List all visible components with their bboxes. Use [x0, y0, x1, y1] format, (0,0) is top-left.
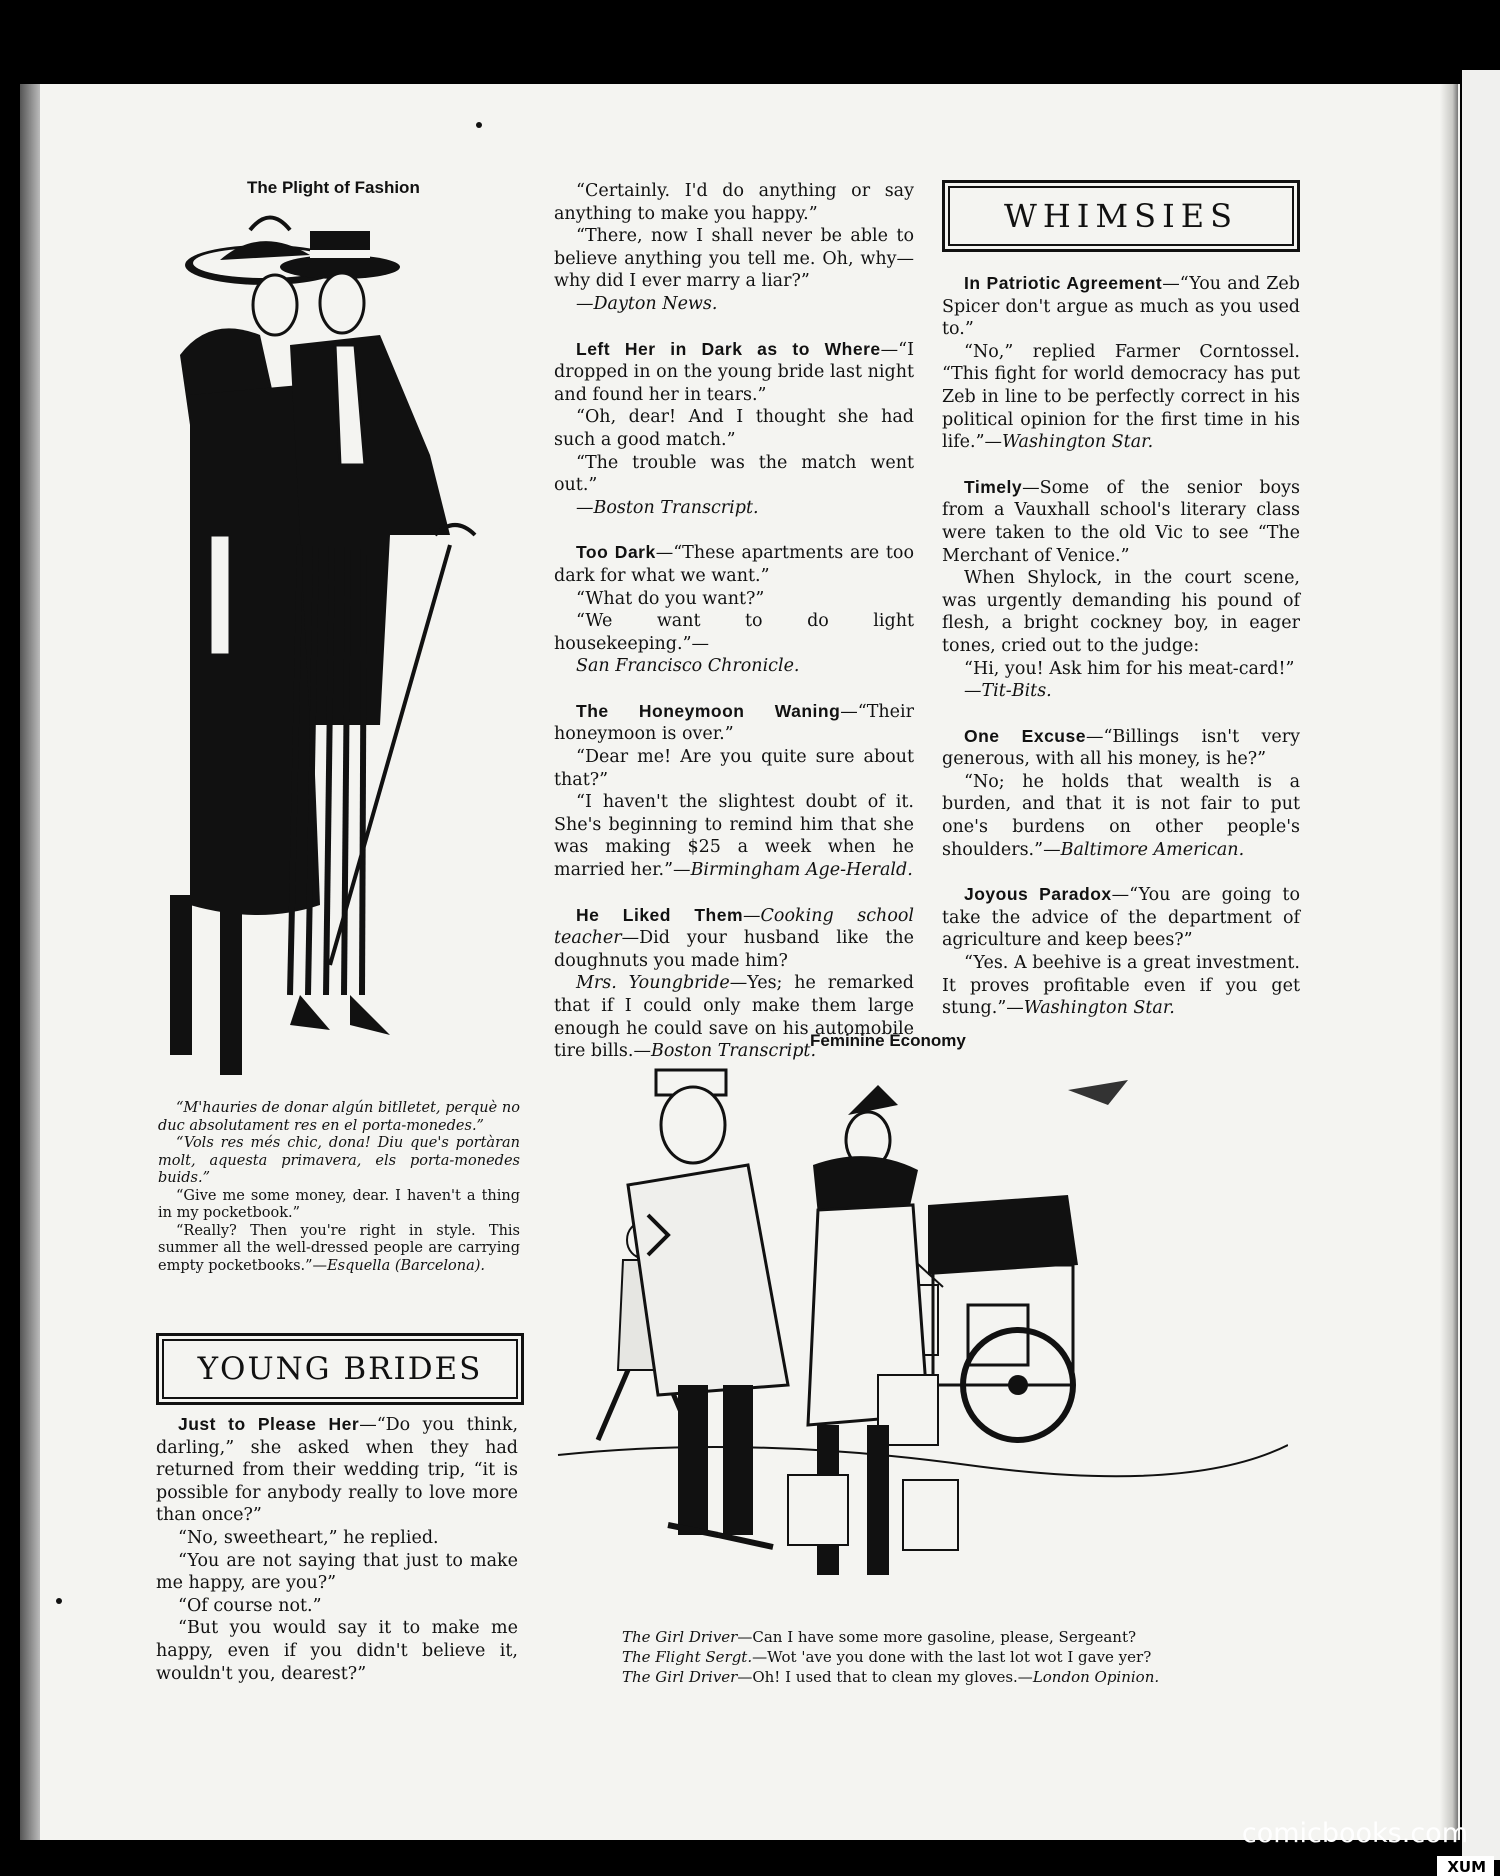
whimsy-text: “Hi, you! Ask him for his meat-card!” — [964, 658, 1295, 679]
whimsies-heading-box — [942, 180, 1300, 252]
caption-english-2: “Really? Then you're right in style. This summer all the well-dressed people are carrying empty pocketbooks.”— — [158, 1222, 520, 1274]
caption-line: —Wot 'ave you done with the last lot wot I gave yer? — [752, 1648, 1152, 1666]
middle-paragraph: “There, now I shall never be able to believe anything you tell me. Oh, why—why did I ever marry a liar?” — [554, 226, 914, 292]
whimsy-text: —Some of the senior boys from a Vauxhall school's literary class were taken to the old Vic to see “The Merchant of Venice.” — [942, 477, 1300, 566]
caption-speaker: The Flight Sergt. — [622, 1648, 753, 1666]
joke-role: Mrs. Youngbride — [576, 973, 730, 994]
corner-tag: XUM — [1437, 1856, 1494, 1876]
young-brides-column — [156, 1413, 518, 1685]
joke-text: “Dear me! Are you quite sure about that?” — [554, 747, 914, 790]
joke-source: Birmingham Age-Herald. — [690, 860, 913, 881]
joke-text: —“These apartments are too dark for what we want.” — [554, 543, 915, 586]
middle-source: —Dayton News. — [576, 293, 718, 314]
bride-paragraph: “No, sweetheart,” he replied. — [178, 1527, 439, 1548]
whimsy-title-timely: Timely — [964, 476, 1023, 497]
joke-title-liked-them: He Liked Them — [576, 904, 744, 925]
caption-catalan-2: “Vols res més chic, dona! Diu que's portàran molt, aquesta primavera, els porta-monedes buids.” — [158, 1135, 520, 1186]
joke-text: “We want to do light housekeeping.”— — [554, 611, 914, 654]
young-brides-heading-box — [156, 1333, 524, 1405]
whimsy-title-paradox: Joyous Paradox — [964, 884, 1112, 905]
site-watermark: comicbooks.com — [1241, 1818, 1468, 1849]
joke-title-honeymoon: The Honeymoon Waning — [576, 700, 841, 721]
joke-role: —Cooking school teacher — [554, 905, 914, 949]
middle-column — [554, 180, 914, 1063]
joke-title-left-her: Left Her in Dark as to Where — [576, 338, 881, 359]
joke-source: —Boston Transcript. — [576, 497, 759, 518]
joke-title-too-dark: Too Dark — [576, 542, 656, 563]
next-page-edge — [1462, 70, 1500, 1860]
whimsy-text: “Yes. A beehive is a great investment. It proves profitable even if you get stung.”— — [942, 953, 1300, 1019]
joke-text: “The trouble was the match went out.” — [554, 452, 914, 496]
middle-paragraph: “Certainly. I'd do anything or say anything to make you happy.” — [554, 181, 914, 224]
bride-paragraph: “Of course not.” — [178, 1595, 322, 1616]
whimsies-heading: WHIMSIES — [1003, 197, 1239, 235]
whimsy-title-patriotic: In Patriotic Agreement — [964, 273, 1163, 293]
plight-of-fashion-title: The Plight of Fashion — [247, 178, 420, 197]
feminine-economy-title: Feminine Economy — [810, 1031, 966, 1050]
young-brides-heading: YOUNG BRIDES — [197, 1351, 483, 1387]
whimsy-title-one-excuse: One Excuse — [964, 725, 1086, 746]
joke-source: San Francisco Chronicle. — [576, 656, 800, 677]
caption-english-1: “Give me some money, dear. I haven't a thing in my pocketbook.” — [158, 1187, 520, 1221]
caption-source: Esquella (Barcelona). — [327, 1257, 486, 1274]
bride-paragraph: —“Do you think, darling,” she asked when they had returned from their wedding trip, “it is possible for anybody really to love more than once?” — [156, 1415, 519, 1526]
feminine-economy-cartoon — [548, 1055, 1288, 1620]
whimsy-text: “No,” replied Farmer Corntossel. “This fight for world democracy has put Zeb in line to be perfectly correct in his political opinion for the first time in his life.”— — [942, 341, 1300, 453]
whimsy-source: Baltimore American. — [1060, 839, 1245, 860]
whimsy-text: —“You and Zeb Spicer don't argue as much as you used to.” — [942, 274, 1300, 340]
bride-title: Just to Please Her — [178, 1414, 360, 1434]
whimsy-text: When Shylock, in the court scene, was urgently demanding his pound of flesh, a bright cockney boy, in eager tones, cried out to the judge: — [942, 568, 1300, 656]
page-left-shadow — [20, 84, 40, 1840]
joke-source: Boston Transcript. — [650, 1041, 817, 1062]
caption-line: —Can I have some more gasoline, please, Sergeant? — [737, 1628, 1137, 1646]
joke-text: —“I dropped in on the young bride last night and found her in tears.” — [554, 339, 914, 405]
caption-source: London Opinion. — [1032, 1668, 1160, 1686]
plight-caption — [158, 1100, 520, 1275]
joke-text: —Did your husband like the doughnuts you made him? — [554, 928, 914, 971]
bride-paragraph: “But you would say it to make me happy, even if you didn't believe it, wouldn't you, dearest?” — [156, 1618, 518, 1684]
joke-text: —“Their honeymoon is over.” — [554, 701, 914, 745]
whimsy-text: —“Billings isn't very generous, with all his money, is he?” — [942, 726, 1300, 770]
whimsies-column — [942, 272, 1300, 1020]
whimsy-source: Washington Star. — [1002, 432, 1154, 453]
caption-catalan-1: “M'hauries de donar algún bitlletet, perquè no duc absolutament res en el porta-monedes.” — [158, 1100, 520, 1134]
joke-text: —Yes; he remarked that if I could only make them large enough he could save on his automobile tire bills.— — [554, 973, 914, 1062]
cartoon-caption — [622, 1627, 1159, 1687]
caption-speaker: The Girl Driver — [622, 1668, 738, 1686]
caption-speaker: The Girl Driver — [622, 1628, 738, 1646]
page-gutter — [1440, 84, 1458, 1840]
whimsy-source: —Tit-Bits. — [964, 681, 1052, 702]
joke-text: “What do you want?” — [576, 588, 765, 609]
caption-line: —Oh! I used that to clean my gloves.— — [737, 1668, 1033, 1686]
whimsy-source: Washington Star. — [1023, 998, 1175, 1019]
fashion-couple-illustration — [150, 205, 550, 1085]
print-speck — [56, 1598, 62, 1604]
whimsy-text: “No; he holds that wealth is a burden, and that it is not fair to put one's burdens on other people's shoulders.”— — [942, 771, 1300, 860]
bride-paragraph: “You are not saying that just to make me happy, are you?” — [156, 1550, 518, 1594]
joke-text: “I haven't the slightest doubt of it. She's beginning to remind him that she was making $25 a week when he married her.”— — [554, 792, 914, 881]
whimsy-text: —“You are going to take the advice of the department of agriculture and keep bees?” — [942, 885, 1300, 951]
joke-text: “Oh, dear! And I thought she had such a good match.” — [554, 407, 914, 450]
print-speck — [476, 122, 482, 128]
